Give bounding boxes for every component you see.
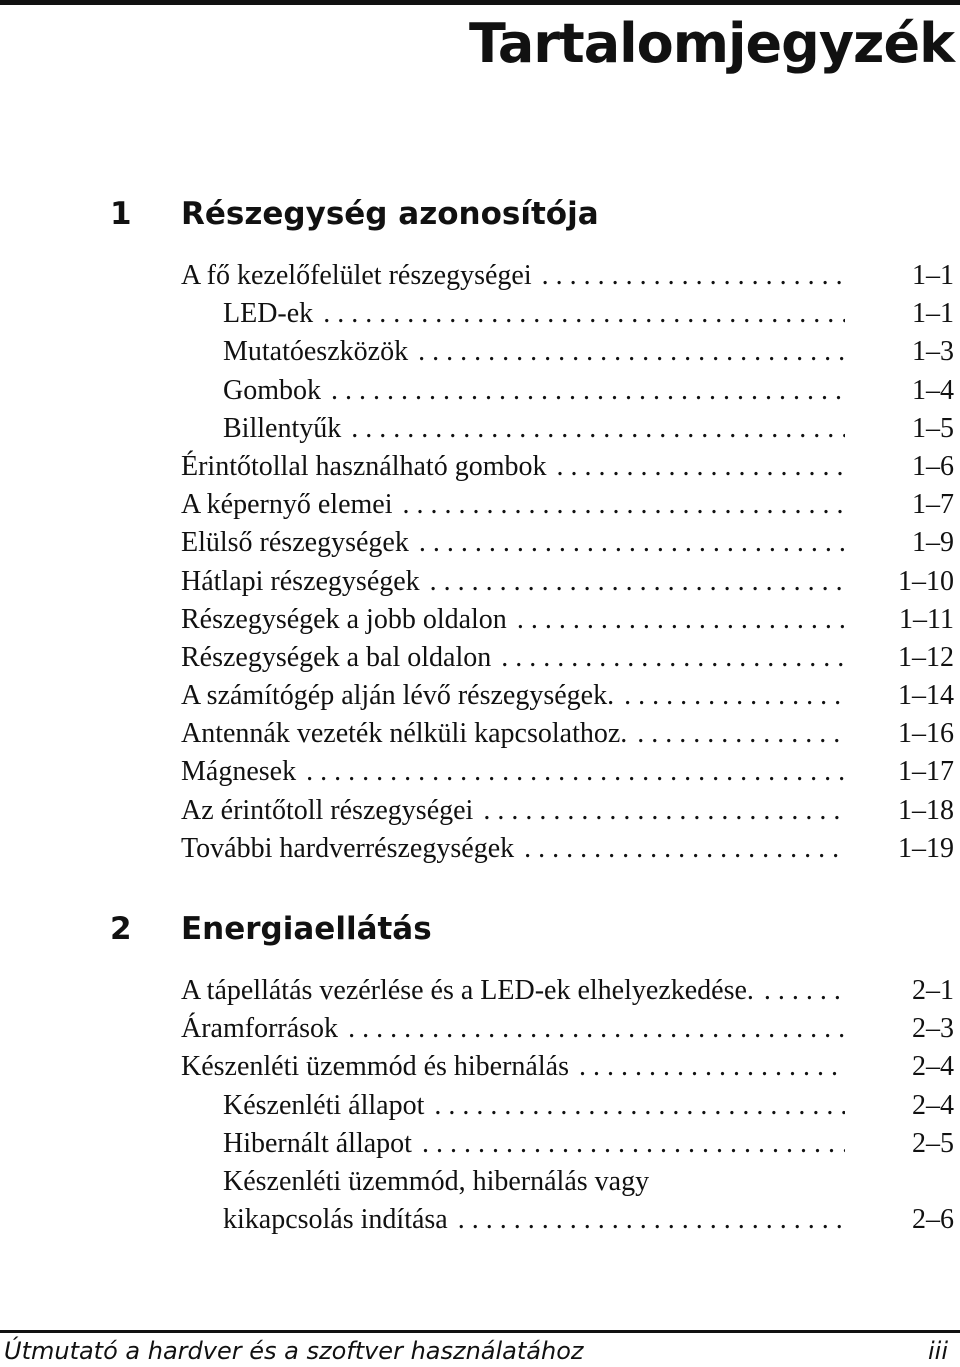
toc-entry-label: kikapcsolás indítása	[223, 1204, 451, 1235]
toc-entry[interactable]	[0, 1125, 960, 1163]
toc-entry[interactable]	[0, 1048, 960, 1086]
chapter-title: Részegység azonosítója	[181, 196, 599, 232]
toc-entry-page: 1–17	[848, 753, 954, 791]
toc-entry-label: Gombok	[223, 375, 324, 406]
toc-entry-page: 1–19	[848, 830, 954, 868]
toc-entry[interactable]	[0, 639, 960, 677]
toc-entry-page: 1–3	[848, 333, 954, 371]
chapter-number: 1	[110, 196, 132, 232]
toc-entry-label: Készenléti üzemmód, hibernálás vagy	[223, 1166, 652, 1197]
chapter-1-heading	[0, 189, 960, 239]
toc-entry[interactable]	[0, 677, 960, 715]
toc-entry-label: Billentyűk	[223, 413, 344, 444]
toc-entry-label: A számítógép alján lévő részegységek.	[181, 680, 617, 711]
footer-rule	[0, 1330, 960, 1333]
toc-entry-label: A képernyő elemei	[181, 489, 395, 520]
toc-entry-page: 2–3	[848, 1010, 954, 1048]
toc-entry[interactable]	[0, 372, 960, 410]
toc-entry-label: További hardverrészegységek	[181, 833, 517, 864]
toc-entry-page: 1–18	[848, 792, 954, 830]
toc-entry-page: 1–5	[848, 410, 954, 448]
toc-entry[interactable]	[0, 486, 960, 524]
toc-entry[interactable]	[0, 295, 960, 333]
toc-entry[interactable]	[0, 448, 960, 486]
toc-entry[interactable]	[0, 753, 960, 791]
toc-entry-label: Hátlapi részegységek	[181, 566, 423, 597]
toc-entry-label: Készenléti üzemmód és hibernálás	[181, 1051, 572, 1082]
toc-entry[interactable]	[0, 333, 960, 371]
toc-entry-label: Mutatóeszközök	[223, 336, 411, 367]
toc-entry-page: 2–6	[848, 1201, 954, 1239]
toc-entry-label: Érintőtollal használható gombok	[181, 451, 549, 482]
toc-entry-label: Részegységek a jobb oldalon	[181, 604, 510, 635]
toc-entry-page: 1–11	[848, 601, 954, 639]
toc-entry-page: 1–1	[848, 257, 954, 295]
toc-entry-page: 1–9	[848, 524, 954, 562]
toc-entry-label: Mágnesek	[181, 756, 299, 787]
toc-entry-label: Elülső részegységek	[181, 527, 412, 558]
toc-entry[interactable]	[0, 524, 960, 562]
chapter-1-entries	[0, 257, 960, 868]
toc-entry-label: Áramforrások	[181, 1013, 341, 1044]
toc-entry-page: 1–4	[848, 372, 954, 410]
toc-entry-label: Hibernált állapot	[223, 1128, 415, 1159]
toc-entry-page: 1–1	[848, 295, 954, 333]
toc-entry[interactable]	[0, 715, 960, 753]
toc-entry-label: LED-ek	[223, 298, 316, 329]
toc-entry-label: Antennák vezeték nélküli kapcsolathoz.	[181, 718, 630, 749]
footer-page-number: iii	[927, 1337, 948, 1365]
toc-entry[interactable]	[0, 1087, 960, 1125]
toc-entry[interactable]	[0, 792, 960, 830]
toc-entry[interactable]	[0, 410, 960, 448]
toc-entry-page: 2–5	[848, 1125, 954, 1163]
toc-entry-page: 1–12	[848, 639, 954, 677]
toc-entry-page: 1–16	[848, 715, 954, 753]
toc-entry-page: 2–1	[848, 972, 954, 1010]
chapter-2-heading	[0, 904, 960, 954]
toc-entry-label: Az érintőtoll részegységei	[181, 795, 476, 826]
chapter-number: 2	[110, 911, 132, 947]
toc-entry[interactable]	[0, 257, 960, 295]
toc-entry[interactable]	[0, 1201, 960, 1239]
toc-entry[interactable]	[0, 601, 960, 639]
chapter-2-entries	[0, 972, 960, 1239]
toc-entry[interactable]	[0, 972, 960, 1010]
toc-entry-label: A tápellátás vezérlése és a LED-ek elhelyezkedése.	[181, 975, 757, 1006]
toc-entry-page: 1–7	[848, 486, 954, 524]
toc-entry[interactable]	[0, 563, 960, 601]
chapter-title: Energiaellátás	[181, 911, 432, 947]
toc-entry-page: 1–14	[848, 677, 954, 715]
toc-entry-page: 2–4	[848, 1048, 954, 1086]
toc-entry[interactable]	[0, 1010, 960, 1048]
toc-entry-page: 1–6	[848, 448, 954, 486]
toc-entry-label: A fő kezelőfelület részegységei	[181, 260, 535, 291]
toc-entry-label: Készenléti állapot	[223, 1090, 427, 1121]
top-rule	[0, 0, 960, 5]
toc-entry-label: Részegységek a bal oldalon	[181, 642, 494, 673]
page-title: Tartalomjegyzék	[468, 12, 954, 75]
footer-title: Útmutató a hardver és a szoftver használatához	[4, 1337, 584, 1365]
toc-entry[interactable]	[0, 830, 960, 868]
toc-entry-page: 1–10	[848, 563, 954, 601]
toc-entry[interactable]	[0, 1163, 960, 1201]
toc-entry-page: 2–4	[848, 1087, 954, 1125]
